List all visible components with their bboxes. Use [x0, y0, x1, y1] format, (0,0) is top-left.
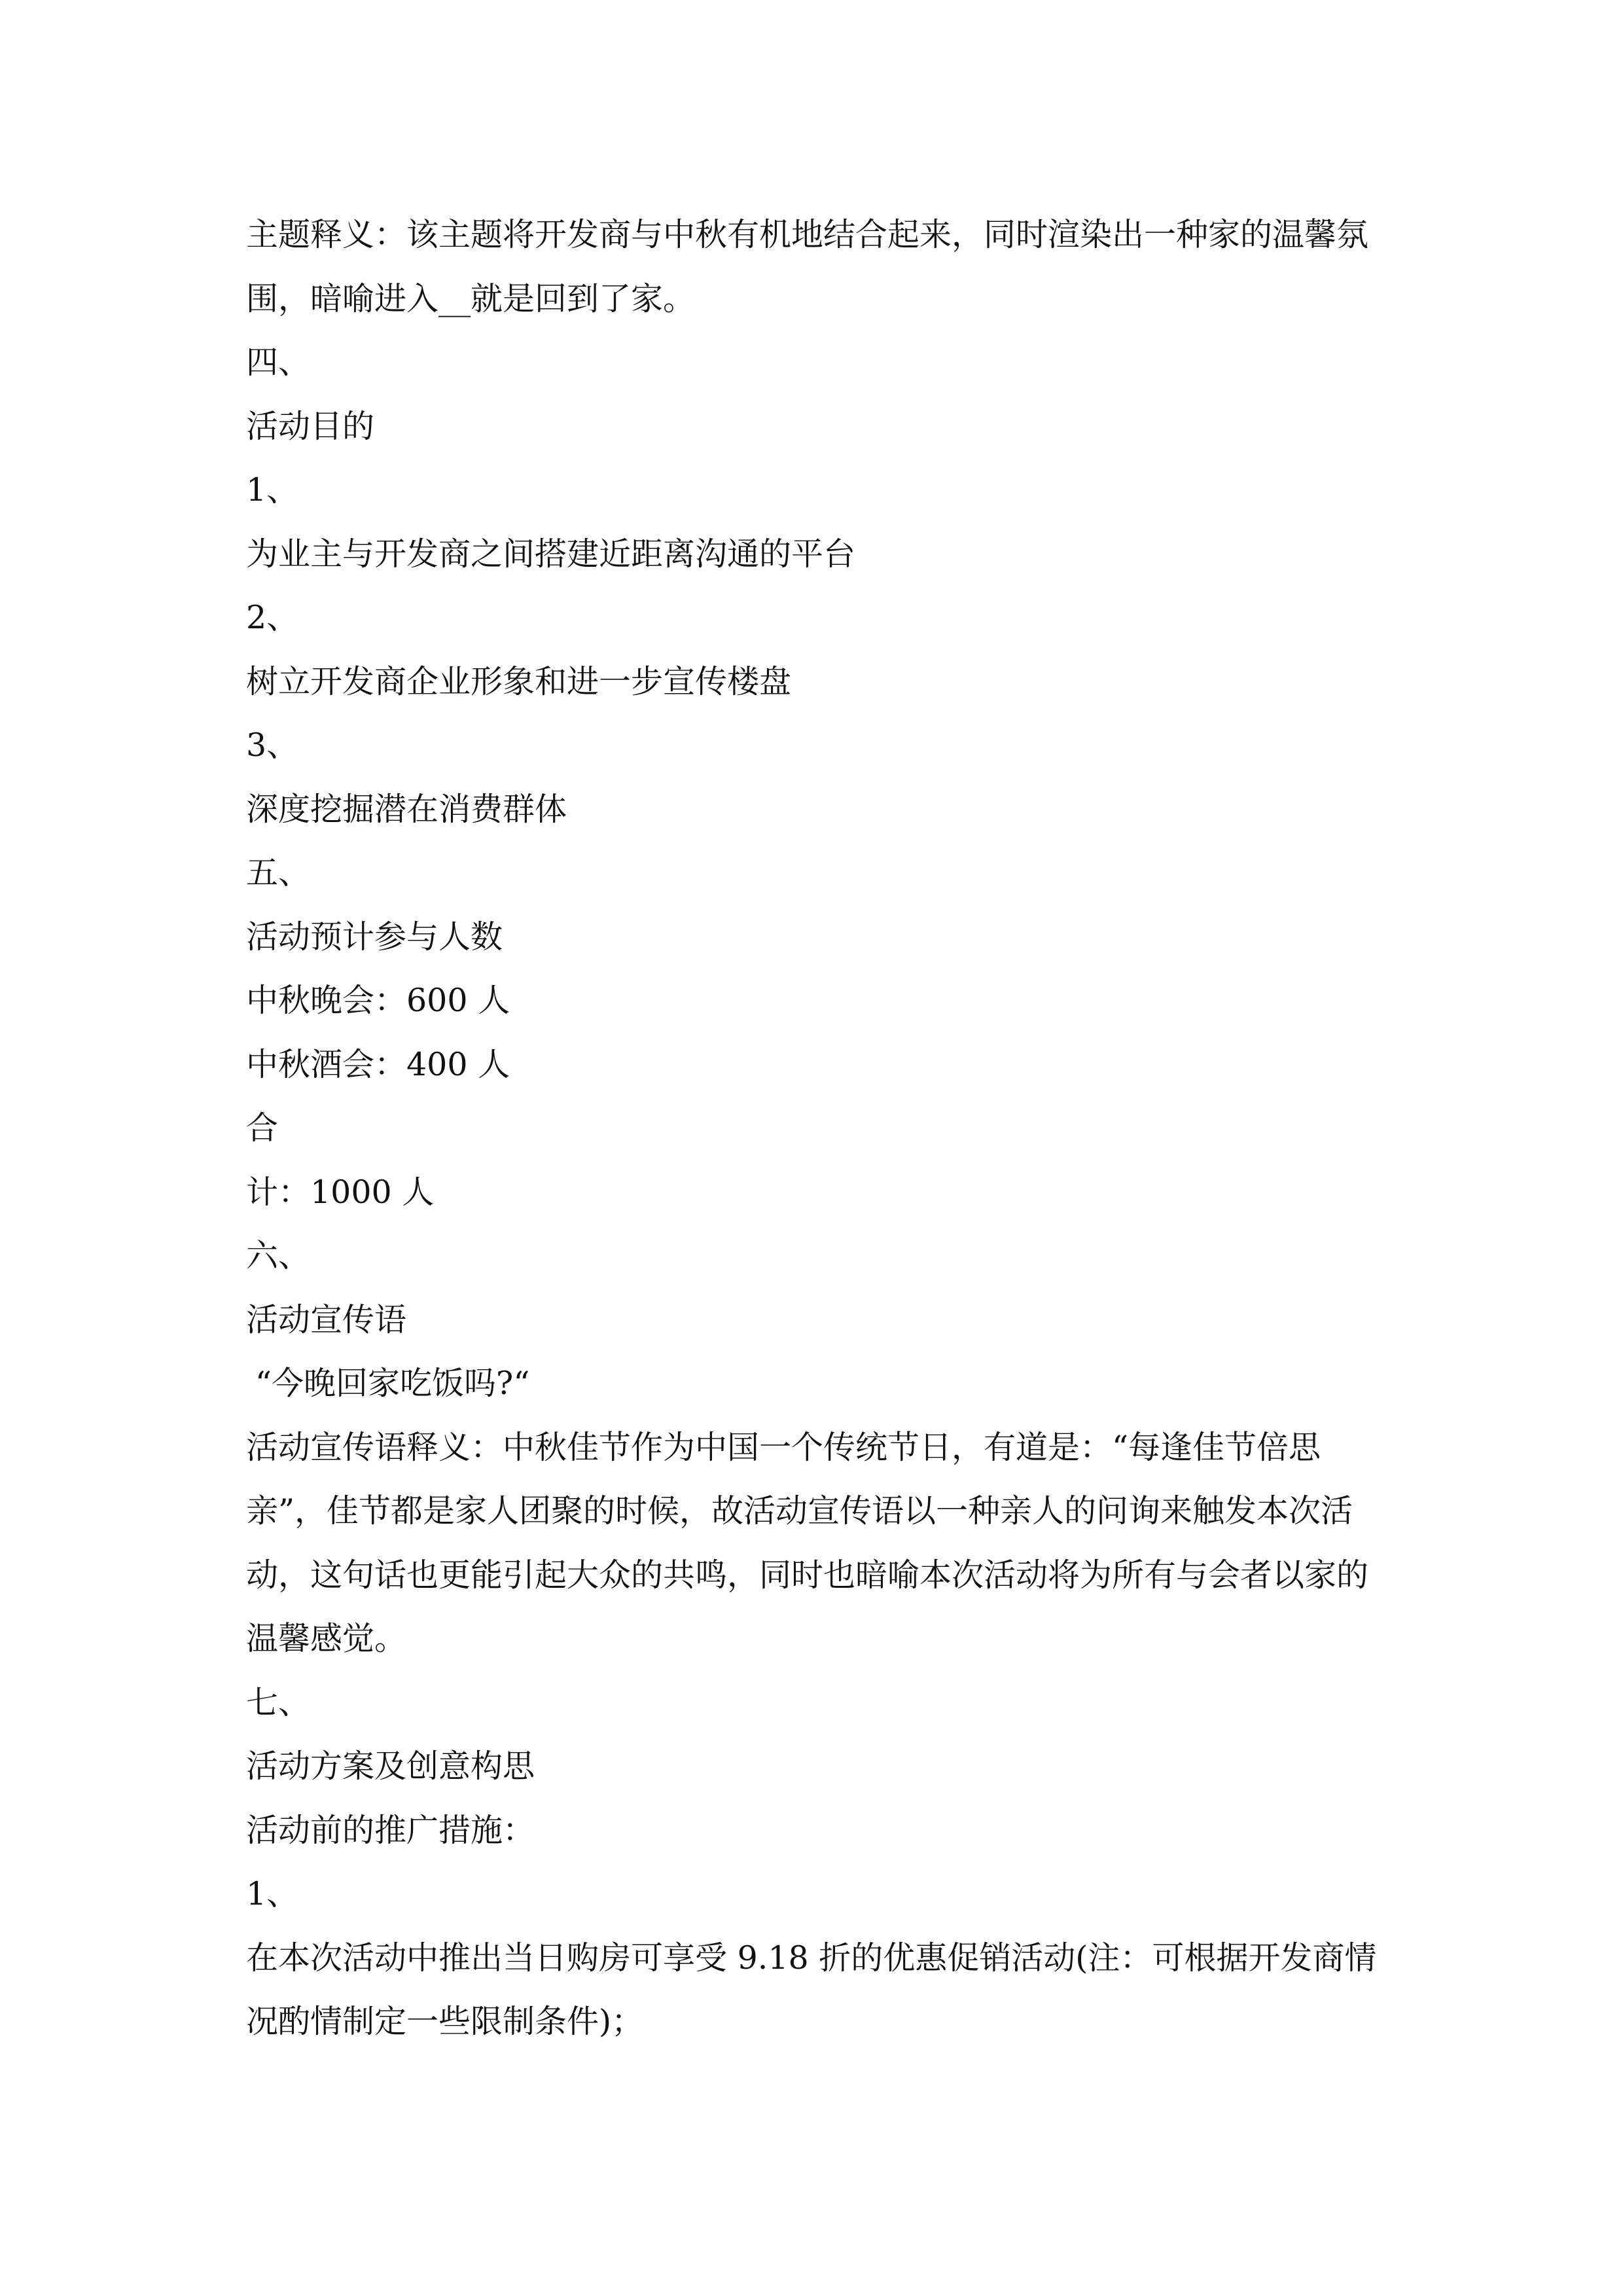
attendance-reception: 中秋酒会：400 人: [246, 1045, 510, 1083]
theme-explanation-line-2: 围，暗喻进入__就是回到了家。: [246, 279, 696, 317]
slogan-explanation-line-2: 亲”，佳节都是家人团聚的时候，故活动宣传语以一种亲人的问询来触发本次活: [246, 1492, 1353, 1530]
attendance-total-value: 计：1000 人: [246, 1173, 435, 1211]
purpose-item-text-2: 树立开发商企业形象和进一步宣传楼盘: [246, 662, 792, 700]
section-heading-purpose: 活动目的: [246, 407, 375, 445]
section-heading-attendance: 活动预计参与人数: [246, 918, 503, 956]
attendance-gala: 中秋晚会：600 人: [246, 982, 510, 1019]
section-heading-slogan: 活动宣传语: [246, 1300, 407, 1338]
slogan-explanation-line-4: 温馨感觉。: [246, 1620, 407, 1657]
promotion-item-number-1: 1、: [246, 1875, 299, 1912]
section-number-7: 七、: [246, 1683, 311, 1721]
attendance-total-label: 合: [246, 1109, 279, 1147]
section-heading-plan: 活动方案及创意构思: [246, 1748, 535, 1785]
promotion-item-text-line-2: 况酌情制定一些限制条件)；: [246, 2003, 644, 2040]
section-number-6: 六、: [246, 1237, 311, 1274]
purpose-item-number-2: 2、: [246, 599, 299, 636]
slogan-text: “今晚回家吃饭吗?“: [255, 1365, 530, 1402]
purpose-item-number-1: 1、: [246, 471, 299, 509]
purpose-item-number-3: 3、: [246, 726, 299, 764]
slogan-explanation-line-3: 动，这句话也更能引起大众的共鸣，同时也暗喻本次活动将为所有与会者以家的: [246, 1556, 1369, 1594]
promotion-item-text-line-1: 在本次活动中推出当日购房可享受 9.18 折的优惠促销活动(注：可根据开发商情: [246, 1939, 1377, 1977]
purpose-item-text-3: 深度挖掘潜在消费群体: [246, 790, 567, 828]
slogan-explanation-line-1: 活动宣传语释义：中秋佳节作为中国一个传统节日，有道是：“每逢佳节倍思: [246, 1428, 1321, 1466]
section-number-5: 五、: [246, 854, 311, 891]
theme-explanation-line-1: 主题释义：该主题将开发商与中秋有机地结合起来，同时渲染出一种家的温馨氛: [246, 216, 1369, 253]
document-body: [246, 203, 1385, 2054]
section-number-4: 四、: [246, 344, 311, 381]
subheading-promotion: 活动前的推广措施：: [246, 1811, 535, 1849]
purpose-item-text-1: 为业主与开发商之间搭建近距离沟通的平台: [246, 535, 856, 573]
